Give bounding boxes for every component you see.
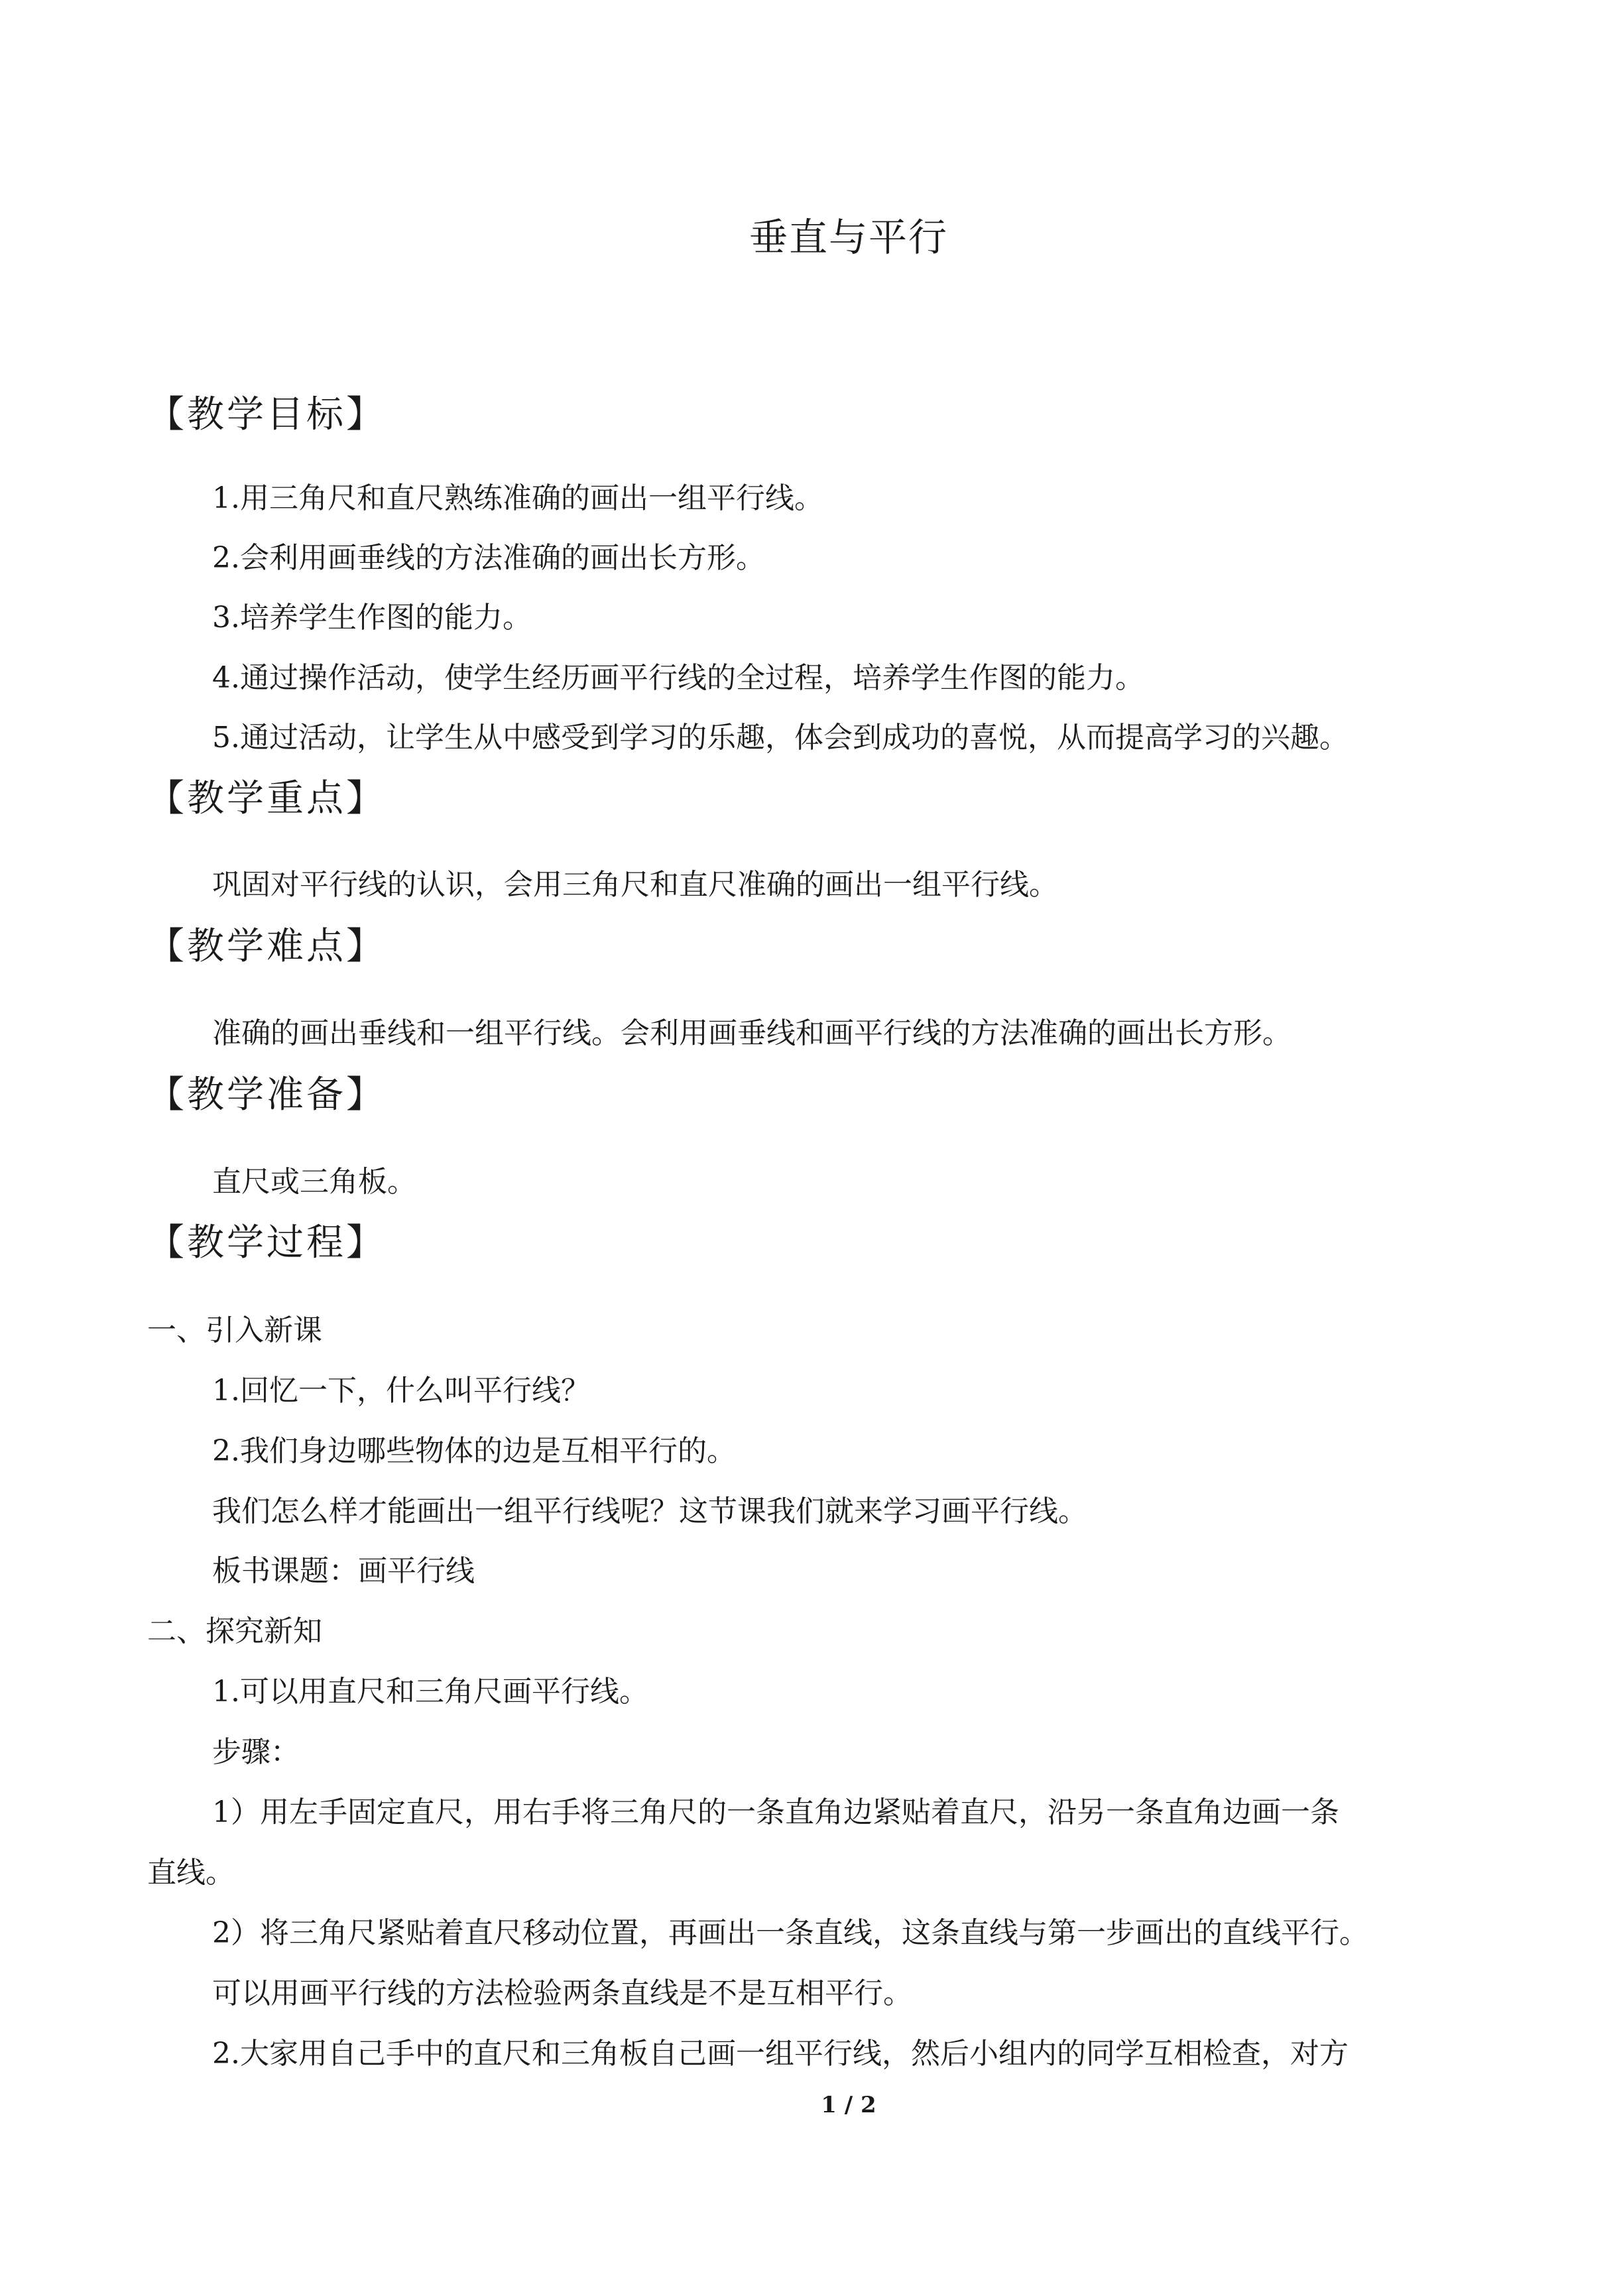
process-part2-line-4: 直线。 — [147, 1856, 235, 1890]
process-part1-line-2: 2.我们身边哪些物体的边是互相平行的。 — [212, 1434, 736, 1468]
objective-item-1: 1.用三角尺和直尺熟练准确的画出一组平行线。 — [212, 481, 823, 515]
heading-preparation: 【教学准备】 — [147, 1073, 386, 1117]
process-part1-line-1: 1.回忆一下，什么叫平行线？ — [212, 1374, 590, 1408]
process-part2-line-5: 2）将三角尺紧贴着直尺移动位置，再画出一条直线，这条直线与第一步画出的直线平行。 — [212, 1916, 1368, 1950]
heading-process: 【教学过程】 — [147, 1221, 386, 1264]
objective-item-5: 5.通过活动，让学生从中感受到学习的乐趣，体会到成功的喜悦，从而提高学习的兴趣。 — [212, 721, 1349, 755]
difficulties-text: 准确的画出垂线和一组平行线。会利用画垂线和画平行线的方法准确的画出长方形。 — [212, 1016, 1292, 1050]
heading-difficulties: 【教学难点】 — [147, 925, 386, 968]
heading-objectives: 【教学目标】 — [147, 393, 386, 436]
process-part2-line-2: 步骤： — [212, 1735, 300, 1769]
objective-item-3: 3.培养学生作图的能力。 — [212, 601, 532, 634]
process-part2-line-3: 1）用左手固定直尺，用右手将三角尺的一条直角边紧贴着直尺，沿另一条直角边画一条 — [212, 1795, 1339, 1829]
process-part2-line-7: 2.大家用自己手中的直尺和三角板自己画一组平行线，然后小组内的同学互相检查，对方 — [212, 2037, 1349, 2071]
objective-item-4: 4.通过操作活动，使学生经历画平行线的全过程，培养学生作图的能力。 — [212, 661, 1144, 695]
process-part1-line-4: 板书课题：画平行线 — [212, 1554, 475, 1588]
objective-item-2: 2.会利用画垂线的方法准确的画出长方形。 — [212, 541, 765, 575]
page-number: 1 / 2 — [821, 2092, 876, 2118]
document-title: 垂直与平行 — [749, 215, 948, 260]
process-part1-title: 一、引入新课 — [147, 1313, 322, 1347]
process-part2-line-6: 可以用画平行线的方法检验两条直线是不是互相平行。 — [212, 1976, 912, 2010]
process-part2-line-1: 1.可以用直尺和三角尺画平行线。 — [212, 1675, 648, 1709]
process-part1-line-3: 我们怎么样才能画出一组平行线呢？这节课我们就来学习画平行线。 — [212, 1494, 1087, 1528]
heading-key-points: 【教学重点】 — [147, 777, 386, 820]
key-points-text: 巩固对平行线的认识，会用三角尺和直尺准确的画出一组平行线。 — [212, 868, 1058, 902]
preparation-text: 直尺或三角板。 — [212, 1165, 416, 1199]
process-part2-title: 二、探究新知 — [147, 1614, 322, 1648]
